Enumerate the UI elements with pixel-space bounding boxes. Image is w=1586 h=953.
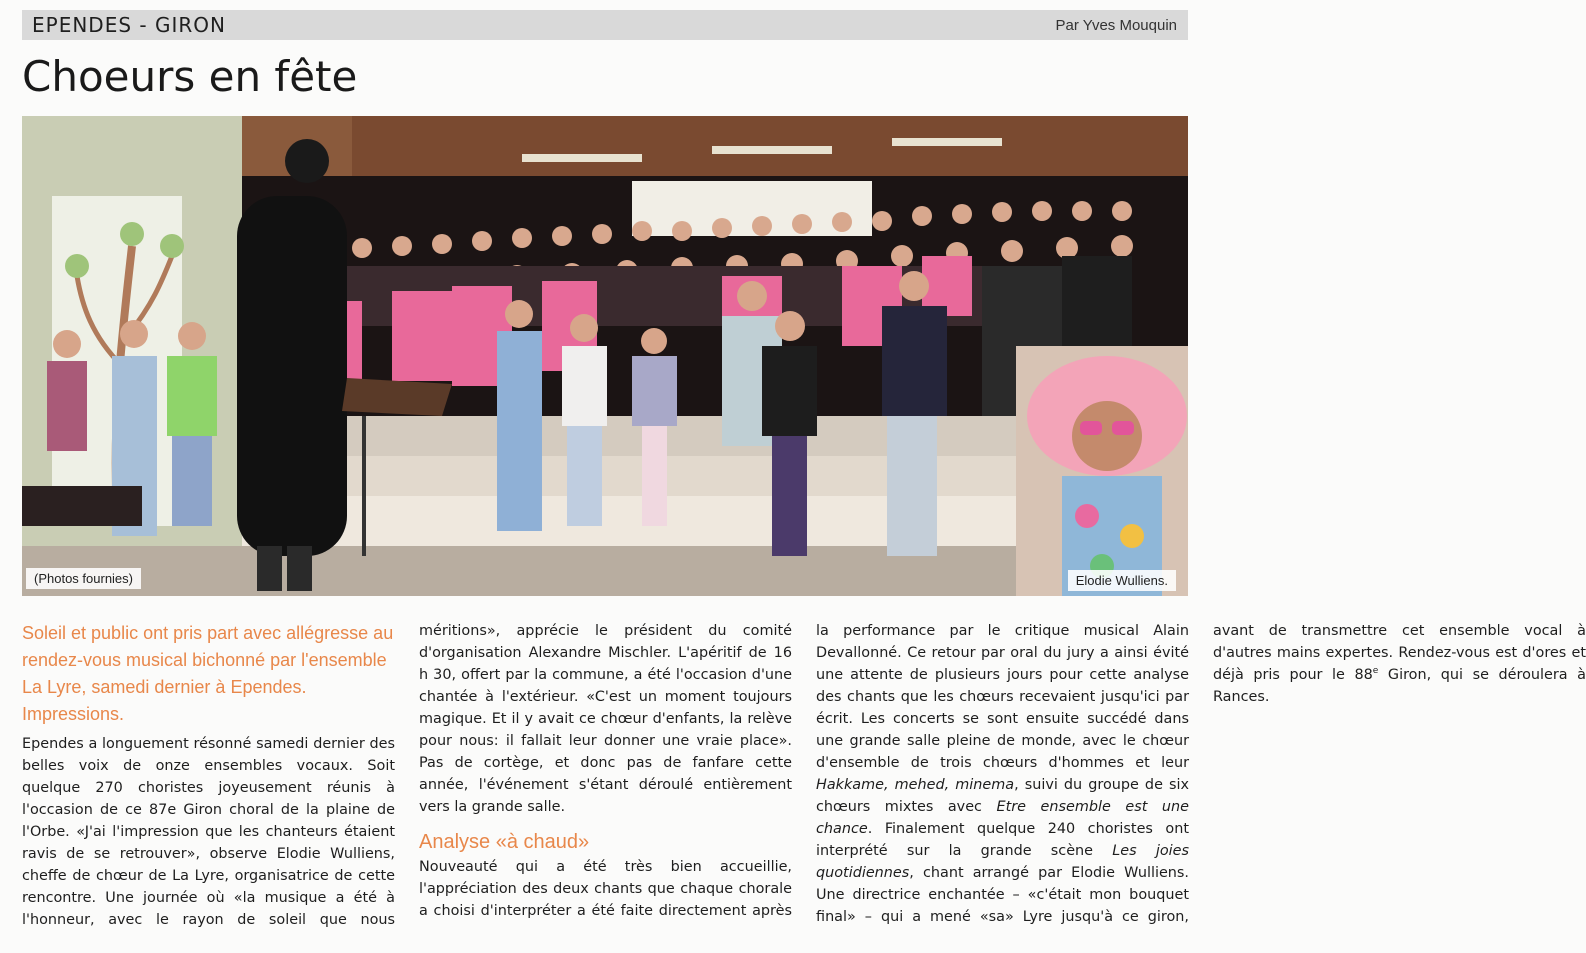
choir-photo [22,116,1188,596]
body-text: , suivi du groupe de six chœurs mixtes avec [816,777,1189,815]
song-title: Les joies quotidiennes [816,843,1189,881]
section-label: EPENDES - GIRON [32,13,226,37]
inset-caption: Elodie Wulliens. [1068,570,1176,591]
byline: Par Yves Mouquin [1055,17,1177,34]
photo-credit: (Photos fournies) [26,568,141,589]
lead-paragraph: Soleil et public ont pris part avec allégresse au rendez-vous musical bichonné par l'ensemble La Lyre, samedi dernier à Ependes. Impressions. [22,623,394,724]
subheading: Analyse «à chaud» [419,831,590,853]
song-title: Etre ensemble est une chance [816,799,1189,837]
article-body [22,620,1586,942]
body-text: Giron, qui se déroulera à Rances. [1213,667,1586,705]
choir-photo-illustration [22,116,1188,596]
song-title: Hakkame, mehed, minema [816,777,1015,793]
headline: Choeurs en fête [22,52,358,101]
body-text: . Finalement quelque 240 choristes ont interprété sur la grande scène [816,821,1189,859]
body-text: Nouveauté qui a été très bien accueillie, l'appréciation des deux chants que chaque chorale a choisi d'interpréter a été faite directement après la performance par le critique musical Alain Devallonné. Ce retour par oral du jury a ainsi évité une attente de plusieurs jours pour cette analyse des chants que les chœurs recevaient jusqu'ici par écrit. Les concerts se sont ensuite succédé dans une grande salle pleine de monde, avec le chœur d'ensemble de trois chœurs d'hommes et leur [419,623,1189,919]
body-paragraph-1: Ependes a longuement résonné samedi dernier des belles voix de onze ensembles vocaux. Soit quelque 270 choristes joyeusement réunis à l'occasion de ce 87e Giron choral de la plaine de l'Orbe. «J'ai l'impression que les chanteurs étaient ravis de se retrouver», observe Elodie Wulliens, cheffe de chœur de La Lyre, organisatrice de cette rencontre. Une journée où «la musique a été à l'honneur, avec le rayon de soleil que nous méritions», apprécie le président du comité d'organisation Alexandre Mischler. L'apéritif de 16 h 30, offert par la commune, a été l'occasion d'une chantée à l'extérieur. «C'est un moment toujours magique. Et il y avait ce chœur d'enfants, la relève pour nous: il fallait leur donner une vraie place». Pas de cortège, et donc pas de fanfare cette année, l'événement s'étant déroulé entièrement vers la grande salle. [22,623,792,928]
body-text: , chant arrangé par Elodie Wulliens. Une directrice enchantée – «c'était mon bouquet final» – qui a mené «sa» Lyre jusqu'à ce giron, avant de transmettre cet ensemble vocal à d'autres mains expertes. Rendez-vous est d'ores et déjà pris pour le 88 [816,623,1586,925]
superscript: e [1372,666,1379,677]
